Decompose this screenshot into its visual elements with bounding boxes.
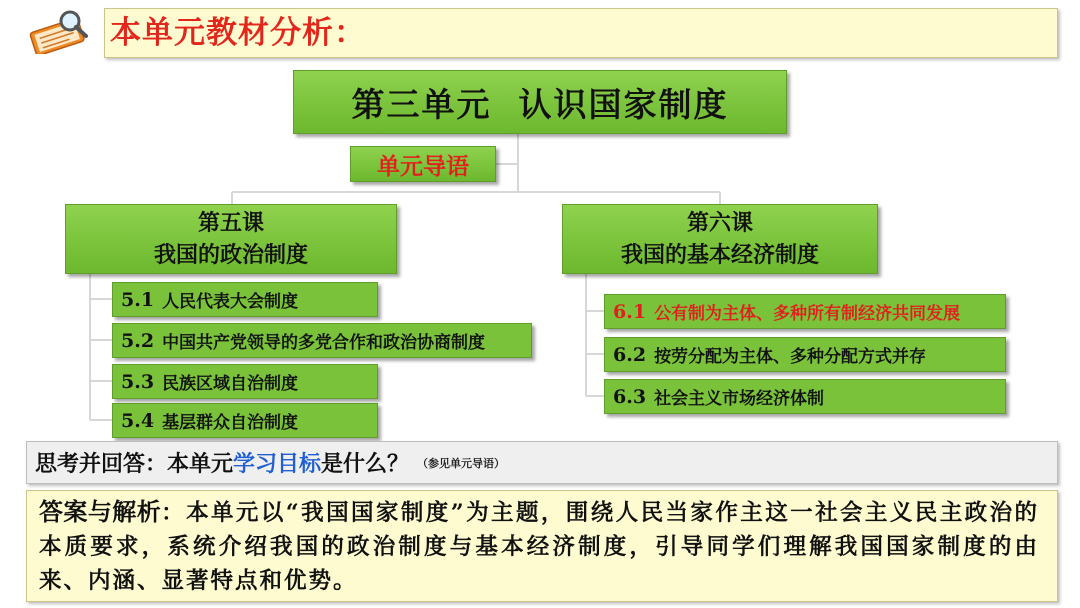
section-5-1 [112,282,378,317]
unit-title: 第三单元 认识国家制度 [351,84,729,124]
section-number: 5.3 [121,370,155,393]
section-6-2 [604,337,1006,372]
question-prefix: 思考并回答：本单元 [35,452,234,477]
question-bar [26,441,1058,484]
lesson6-title: 我国的基本经济制度 [620,242,819,268]
lesson6-box [562,204,878,274]
answer-box [26,490,1058,602]
section-6-3 [604,379,1006,414]
section-6-1 [604,294,1006,329]
question-suffix: 是什么？ [321,452,410,477]
section-number: 6.2 [613,343,647,366]
section-number: 6.1 [613,300,647,323]
section-title: 中国共产党领导的多党合作和政治协商制度 [162,333,486,353]
section-number: 5.4 [121,409,155,432]
section-number: 5.1 [121,288,155,311]
section-title: 人民代表大会制度 [162,292,299,312]
lesson6-number: 第六课 [686,210,753,236]
question-note: （参见单元导语） [417,456,506,470]
section-5-4 [112,403,378,438]
unit-intro-box [350,146,496,182]
section-title: 民族区域自治制度 [162,374,299,394]
unit-title-box [293,70,787,134]
section-title: 公有制为主体、多种所有制经济共同发展 [654,304,961,324]
page-title: 本单元教材分析： [110,15,366,51]
section-title: 按劳分配为主体、多种分配方式并存 [654,347,927,367]
lesson5-box [65,204,397,274]
section-5-2 [112,323,532,358]
answer-body: ：本单元以“我国国家制度”为主题，围绕人民当家作主这一社会主义民主政治的本质要求，系统介绍我国的政治制度与基本经济制度，引导同学们理解我国国家制度的由来、内涵、显著特点和优势。 [39,500,1039,594]
section-title: 社会主义市场经济体制 [654,389,825,409]
question-highlight: 学习目标 [233,452,322,477]
lesson5-number: 第五课 [197,210,264,236]
section-title: 基层群众自治制度 [162,413,299,433]
section-5-3 [112,364,378,399]
lesson5-title: 我国的政治制度 [153,242,308,268]
answer-lead: 答案与解析 [39,498,162,526]
section-number: 5.2 [121,329,155,352]
section-number: 6.3 [613,385,647,408]
unit-intro-label: 单元导语 [377,152,469,180]
